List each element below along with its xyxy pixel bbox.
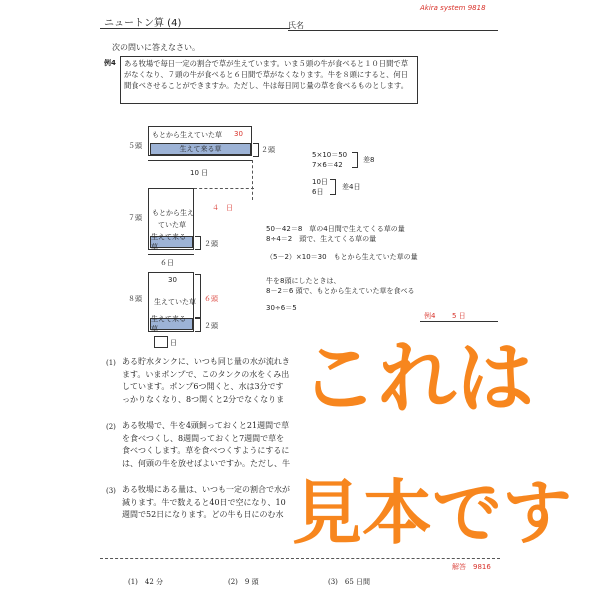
- row2-dashed-right: [252, 160, 253, 200]
- step6: 30÷6＝5: [266, 304, 297, 312]
- footer-answer-3: (3) 65 日間: [328, 578, 371, 586]
- row2-growing-amount: ２頭: [204, 240, 218, 248]
- page-title: ニュートン算 (4): [104, 18, 182, 29]
- row1-original-label: もとから生えていた草: [152, 131, 222, 139]
- example-answer-value: 5 日: [452, 312, 466, 320]
- footer-divider: [100, 558, 500, 559]
- row2-diff-days: ４ 日: [212, 204, 233, 212]
- footer-answer-2: (2) 9 頭: [228, 578, 259, 586]
- row1-growing-label: 生えて来る草: [179, 145, 222, 153]
- sample-watermark-line1: これは: [300, 334, 535, 424]
- row3-growing-bar: [150, 315, 193, 333]
- row3-original-value: 30: [168, 276, 177, 284]
- problem1-number: (1): [106, 359, 116, 367]
- calc2-line1: 10日: [312, 178, 328, 186]
- row3-original-label: 生えていた草: [154, 298, 196, 306]
- row1-growing-amount: ２頭: [261, 146, 275, 154]
- step4: 牛を8頭にしたときは、: [266, 277, 341, 285]
- row1-original-value: 30: [234, 130, 243, 138]
- sample-watermark-line2: 見本です: [292, 472, 572, 554]
- calc1-line1: 5×10＝50: [312, 151, 348, 159]
- step5: 8－2＝6 頭で、もとから生えていた草を食べる: [266, 287, 415, 295]
- row2-days: ６日: [160, 259, 174, 267]
- row1-growing-bar: [150, 143, 251, 155]
- calc1-note: 差8: [363, 156, 375, 164]
- calc2-note: 差4日: [342, 183, 361, 191]
- calc2-line2: 6日: [312, 188, 324, 196]
- row2-cows: ７頭: [128, 214, 142, 222]
- row2-bracket: [195, 236, 201, 250]
- problem3-text: ある牧場にある量は、いつも一定の割合で水が減ります。牛で数えると40日で空になり、10週間で52日になります。どの牛も日にのむ水: [122, 485, 290, 519]
- row2-original-label-2: ていた草: [158, 221, 186, 229]
- example-box: [120, 56, 418, 104]
- row2-original-label-1: もとから生え: [152, 209, 194, 217]
- name-line: [288, 30, 498, 31]
- step1: 50－42＝8 草の4日間で生えてくる草の量: [266, 225, 405, 233]
- problem3-number: (3): [106, 487, 116, 495]
- row1-bracket: [253, 143, 259, 157]
- row3-answer-suffix: 日: [170, 339, 177, 347]
- problem2-text: ある牧場で、牛を4頭飼っておくと21週間で草を食べつくし、8週間っておくと7週間で草を食べつくします。草を食べつくすようにするには、何頭の牛を放せばよいですか。ただし、牛: [122, 421, 290, 468]
- example-label: 例4: [104, 59, 116, 67]
- example-answer-label: 例4: [424, 312, 436, 320]
- footer-brand: 解答 9816: [452, 563, 491, 571]
- row1-days: 10 日: [190, 169, 209, 177]
- instruction-text: 次の問いに答えなさい。: [112, 43, 200, 52]
- row3-growing-label: 生えて来る草: [151, 315, 186, 333]
- problem1-text: ある貯水タンクに、いつも同じ量の水が流れきます。いまポンプで、このタンクの水をくみ出しています。ポンプ6つ開くと、水は3分ですっかりなくなり、8つ開くと2分でなくなりま: [122, 357, 290, 404]
- calc1-line2: 7×6＝42: [312, 161, 343, 169]
- calc1-bracket: [352, 152, 358, 168]
- row2-growing-bar: [150, 233, 193, 251]
- row3-answer-box[interactable]: [154, 336, 168, 348]
- title-underline: [100, 28, 290, 29]
- step2: 8÷4＝2 頭で、生えてくる草の量: [266, 235, 377, 243]
- row3-eaten-by: ６頭: [204, 295, 218, 303]
- row3-eat-bracket: [195, 274, 201, 318]
- row2-days-line: [148, 254, 194, 255]
- example-text: ある牧場で毎日一定の割合で草が生えています。いま５頭の牛が食べると１０日間で草がなくなり、７頭の牛が食べると６日間で草がなくなります。牛を８頭にすると、何日間食べさせることができますか。ただし、牛は毎日同じ量の草を食べるものとします。: [124, 59, 408, 90]
- calc2-bracket: [330, 179, 336, 195]
- footer-answer-1: (1) 42 分: [128, 578, 164, 586]
- name-label: 氏名: [288, 21, 304, 30]
- row3-bracket: [195, 318, 201, 332]
- row2-dashed-top: [194, 188, 254, 189]
- row3-cows: ８頭: [128, 295, 142, 303]
- problem2-number: (2): [106, 423, 116, 431]
- row1-days-line: [148, 160, 252, 161]
- step3: （5－2）×10＝30 もとから生えていた草の量: [266, 253, 418, 261]
- row3-growing-amount: ２頭: [204, 322, 218, 330]
- row1-cows: ５頭: [128, 142, 142, 150]
- brand-header: Akira system 9818: [420, 4, 486, 12]
- example-answer-line: [420, 321, 498, 322]
- row2-growing-label: 生えて来る草: [151, 233, 186, 251]
